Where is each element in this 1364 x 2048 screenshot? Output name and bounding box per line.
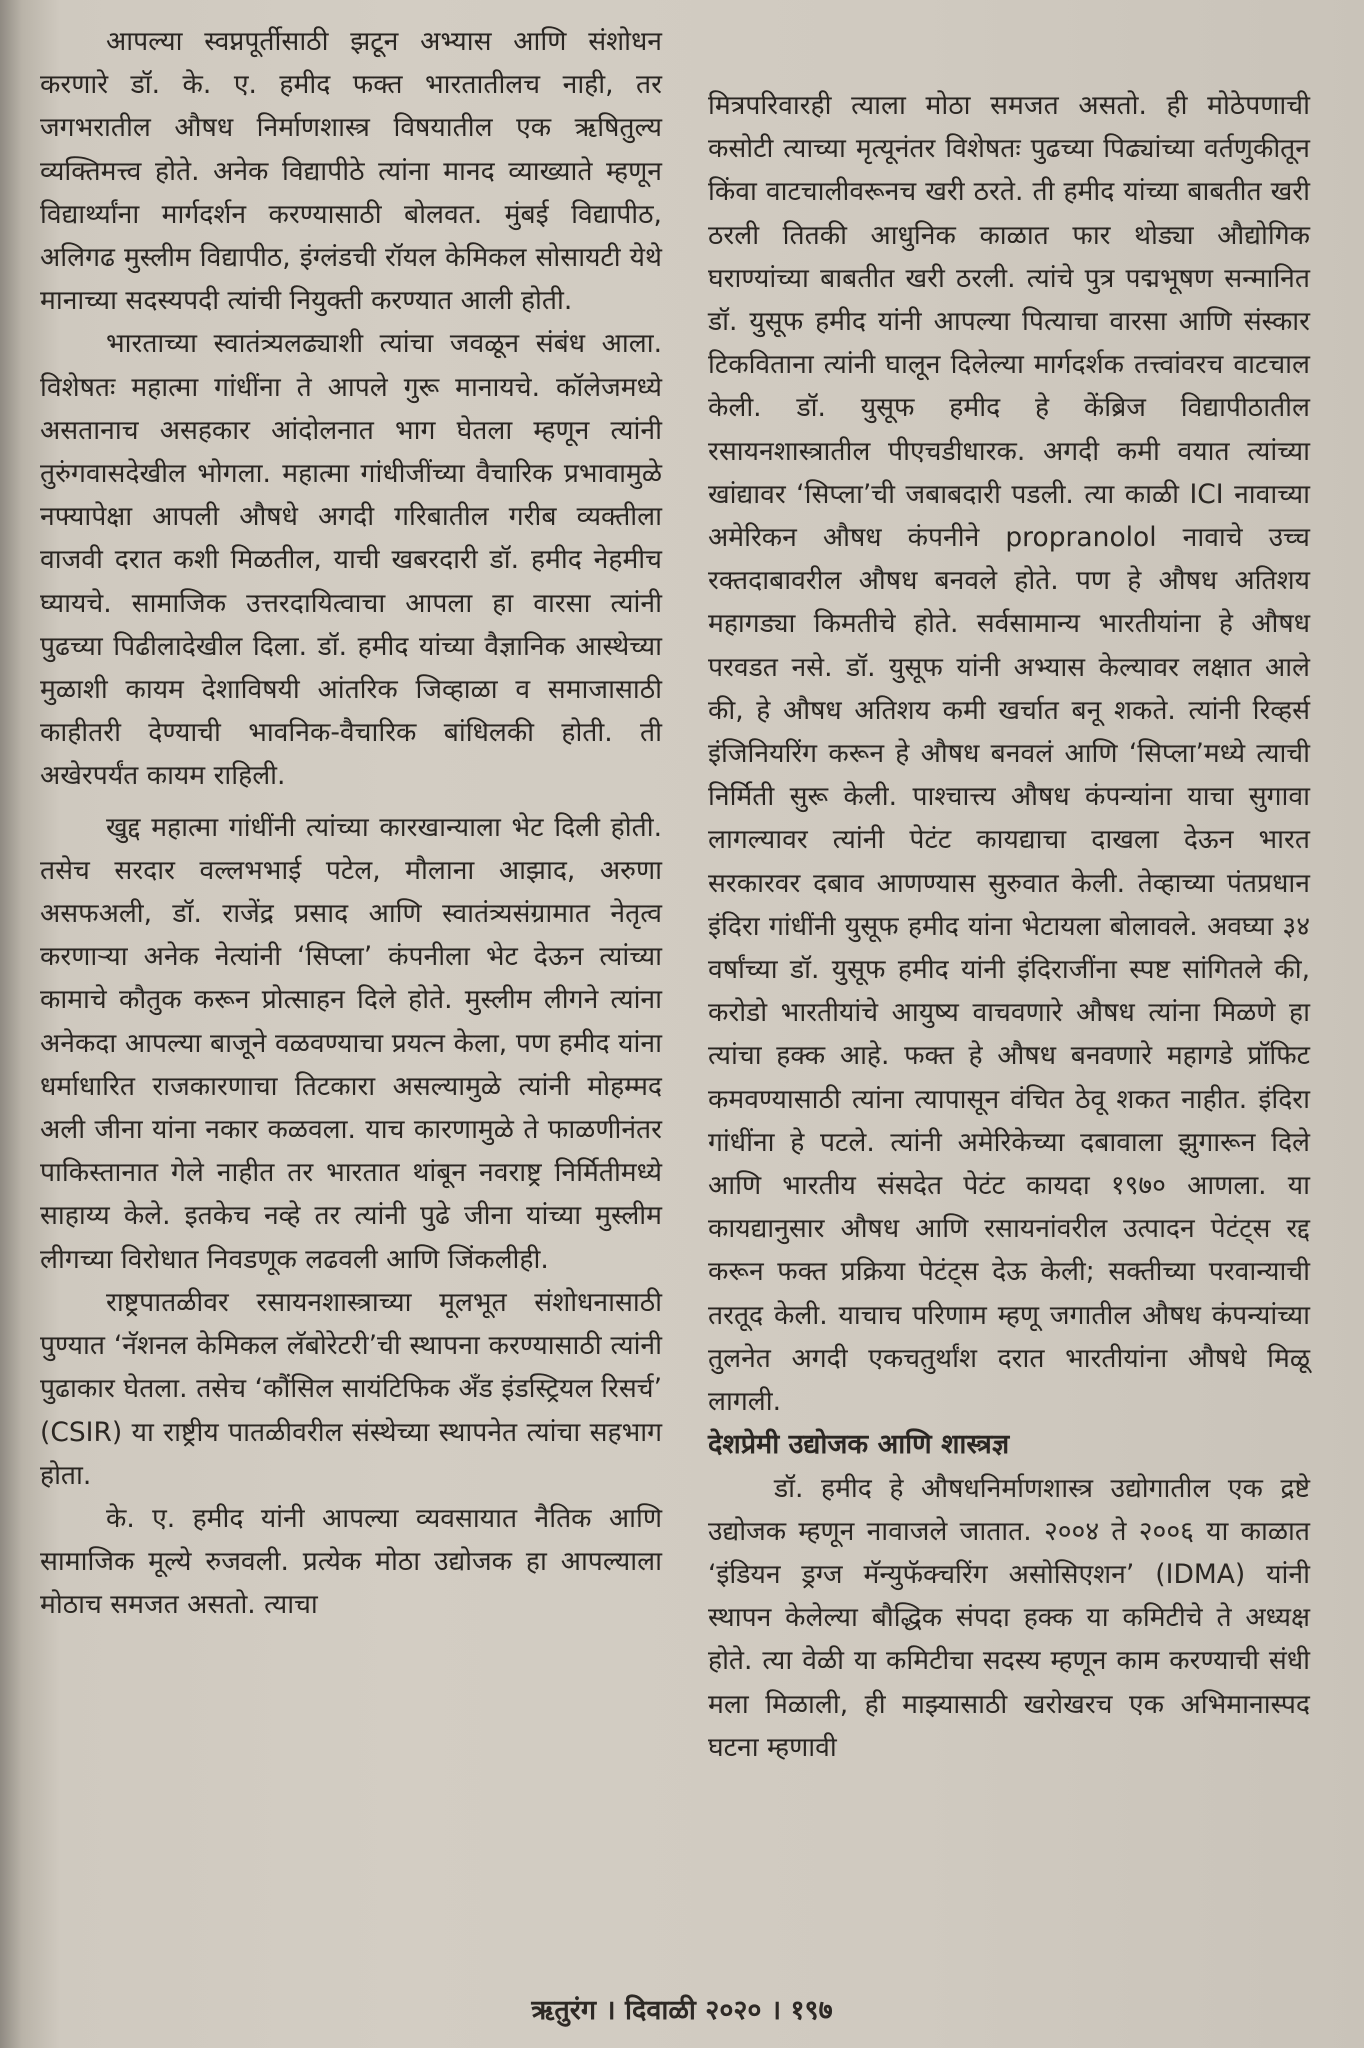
left-paragraph-5: के. ए. हमीद यांनी आपल्या व्यवसायात नैतिक आणि सामाजिक मूल्ये रुजवली. प्रत्येक मोठा उद्योजक हा आपल्याला मोठाच समजत असतो. त्याचा [40, 1502, 662, 1621]
right-paragraph-1: मित्रपरिवारही त्याला मोठा समजत असतो. ही मोठेपणाची कसोटी त्याच्या मृत्यूनंतर विशेषतः पुढच्या पिढ्यांच्या वर्तणुकीतून किंवा वाटचालीवरूनच खरी ठरते. ती हमीद यांच्या बाबतीत खरी ठरली तितकी आधुनिक काळात फार थोड्या औद्योगिक घराण्यांच्या बाबतीत खरी ठरली. त्यांचे पुत्र पद्मभूषण सन्मानित डॉ. युसूफ हमीद यांनी आपल्या पित्याचा वारसा आणि संस्कार टिकविताना त्यांनी घालून दिलेल्या मार्गदर्शक तत्त्वांवरच वाटचाल केली. डॉ. युसूफ हमीद हे केंब्रिज विद्यापीठातील रसायनशास्त्रातील पीएचडीधारक. अगदी कमी वयात त्यांच्या खांद्यावर ‘सिप्ला’ची जबाबदारी पडली. त्या काळी ICI नावाच्या अमेरिकन औषध कंपनीने propranolol नावाचे उच्च रक्तदाबावरील औषध बनवले होते. पण हे औषध अतिशय महागड्या किमतीचे होते. सर्वसामान्य भारतीयांना हे औषध परवडत नसे. डॉ. युसूफ यांनी अभ्यास केल्यावर लक्षात आले की, हे औषध अतिशय कमी खर्चात बनू शकते. त्यांनी रिव्हर्स इंजिनियरिंग करून हे औषध बनवलं आणि ‘सिप्ला’मध्ये त्याची निर्मिती सुरू केली. पाश्चात्त्य औषध कंपन्यांना याचा सुगावा लागल्यावर त्यांनी पेटंट कायद्याचा दाखला देऊन भारत सरकारवर दबाव आणण्यास सुरुवात केली. तेव्हाच्या पंतप्रधान इंदिरा गांधींनी युसूफ हमीद यांना भेटायला बोलावले. अवघ्या ३४ वर्षांच्या डॉ. युसूफ हमीद यांनी इंदिराजींना स्पष्ट सांगितले की, करोडो भारतीयांचे आयुष्य वाचवणारे औषध त्यांना मिळणे हा त्यांचा हक्क आहे. फक्त हे औषध बनवणारे महागडे प्रॉफिट कमवण्यासाठी त्यांना त्यापासून वंचित ठेवू शकत नाहीत. इंदिरा गांधींना हे पटले. त्यांनी अमेरिकेच्या दबावाला झुगारून दिले आणि भारतीय संसदेत पेटंट कायदा १९७० आणला. या कायद्यानुसार औषध आणि रसायनांवरील उत्पादन पेटंट्स रद्द करून फक्त प्रक्रिया पेटंट्स देऊ केली; सक्तीच्या परवान्याची तरतूद केली. याचाच परिणाम म्हणू जगातील औषध कंपन्यांच्या तुलनेत अगदी एकचतुर्थांश दरात भारतीयांना औषधे मिळू लागली. [708, 90, 1310, 1418]
left-paragraph-3: खुद्द महात्मा गांधींनी त्यांच्या कारखान्याला भेट दिली होती. तसेच सरदार वल्लभभाई पटेल, मौलाना आझाद, अरुणा असफअली, डॉ. राजेंद्र प्रसाद आणि स्वातंत्र्यसंग्रामात नेतृत्व करणाऱ्या अनेक नेत्यांनी ‘सिप्ला’ कंपनीला भेट देऊन त्यांच्या कामाचे कौतुक करून प्रोत्साहन दिले होते. मुस्लीम लीगने त्यांना अनेकदा आपल्या बाजूने वळवण्याचा प्रयत्न केला, पण हमीद यांना धर्माधारित राजकारणाचा तिटकारा असल्यामुळे त्यांनी मोहम्मद अली जीना यांना नकार कळवला. याच कारणामुळे ते फाळणीनंतर पाकिस्तानात गेले नाहीत तर भारतात थांबून नवराष्ट्र निर्मितीमध्ये साहाय्य केले. इतकेच नव्हे तर त्यांनी पुढे जीना यांच्या मुस्लीम लीगच्या विरोधात निवडणूक लढवली आणि जिंकलीही. [40, 811, 662, 1275]
left-paragraph-2: भारताच्या स्वातंत्र्यलढ्याशी त्यांचा जवळून संबंध आला. विशेषतः महात्मा गांधींना ते आपले गुरू मानायचे. कॉलेजमध्ये असतानाच असहकार आंदोलनात भाग घेतला म्हणून त्यांनी तुरुंगवासदेखील भोगला. महात्मा गांधीजींच्या वैचारिक प्रभावामुळे नफ्यापेक्षा आपली औषधे अगदी गरिबातील गरीब व्यक्तीला वाजवी दरात कशी मिळतील, याची खबरदारी डॉ. हमीद नेहमीच घ्यायचे. सामाजिक उत्तरदायित्वाचा आपला हा वारसा त्यांनी पुढच्या पिढीलादेखील दिला. डॉ. हमीद यांच्या वैज्ञानिक आस्थेच्या मुळाशी कायम देशाविषयी आंतरिक जिव्हाळा व समाजासाठी काहीतरी देण्याची भावनिक-वैचारिक बांधिलकी होती. ती अखेरपर्यंत कायम राहिली. [40, 328, 662, 792]
left-paragraph-4: राष्ट्रपातळीवर रसायनशास्त्राच्या मूलभूत संशोधनासाठी पुण्यात ‘नॅशनल केमिकल लॅबोरेटरी’ची स्थापना करण्यासाठी त्यांनी पुढाकार घेतला. तसेच ‘कौंसिल सायंटिफिक अँड इंडस्ट्रियल रिसर्च’ (CSIR) या राष्ट्रीय पातळीवरील संस्थेच्या स्थापनेत त्यांचा सहभाग होता. [40, 1286, 662, 1491]
right-paragraph-2: डॉ. हमीद हे औषधनिर्माणशास्त्र उद्योगातील एक द्रष्टे उद्योजक म्हणून नावाजले जातात. २००४ ते २००६ या काळात ‘इंडियन ड्रग्ज मॅन्युफॅक्चरिंग असोसिएशन’ (IDMA) यांनी स्थापन केलेल्या बौद्धिक संपदा हक्क या कमिटीचे ते अध्यक्ष होते. त्या वेळी या कमिटीचा सदस्य म्हणून काम करण्याची संधी मला मिळाली, ही माझ्यासाठी खरोखरच एक अभिमानास्पद घटना म्हणावी [708, 1472, 1310, 1763]
section-heading: देशप्रेमी उद्योजक आणि शास्त्रज्ञ [708, 1429, 1010, 1461]
left-paragraph-1: आपल्या स्वप्नपूर्तीसाठी झटून अभ्यास आणि संशोधन करणारे डॉ. के. ए. हमीद फक्त भारतातीलच नाही, तर जगभरातील औषध निर्माणशास्त्र विषयातील एक ऋषितुल्य व्यक्तिमत्त्व होते. अनेक विद्यापीठे त्यांना मानद व्याख्याते म्हणून विद्यार्थ्यांना मार्गदर्शन करण्यासाठी बोलवत. मुंबई विद्यापीठ, अलिगढ मुस्लीम विद्यापीठ, इंग्लंडची रॉयल केमिकल सोसायटी येथे मानाच्या सदस्यपदी त्यांची नियुक्ती करण्यात आली होती. [40, 26, 662, 317]
right-column [708, 84, 1310, 1769]
page-footer: ऋतुरंग । दिवाळी २०२० । १९७ [531, 1995, 833, 2026]
left-column [40, 20, 662, 1627]
